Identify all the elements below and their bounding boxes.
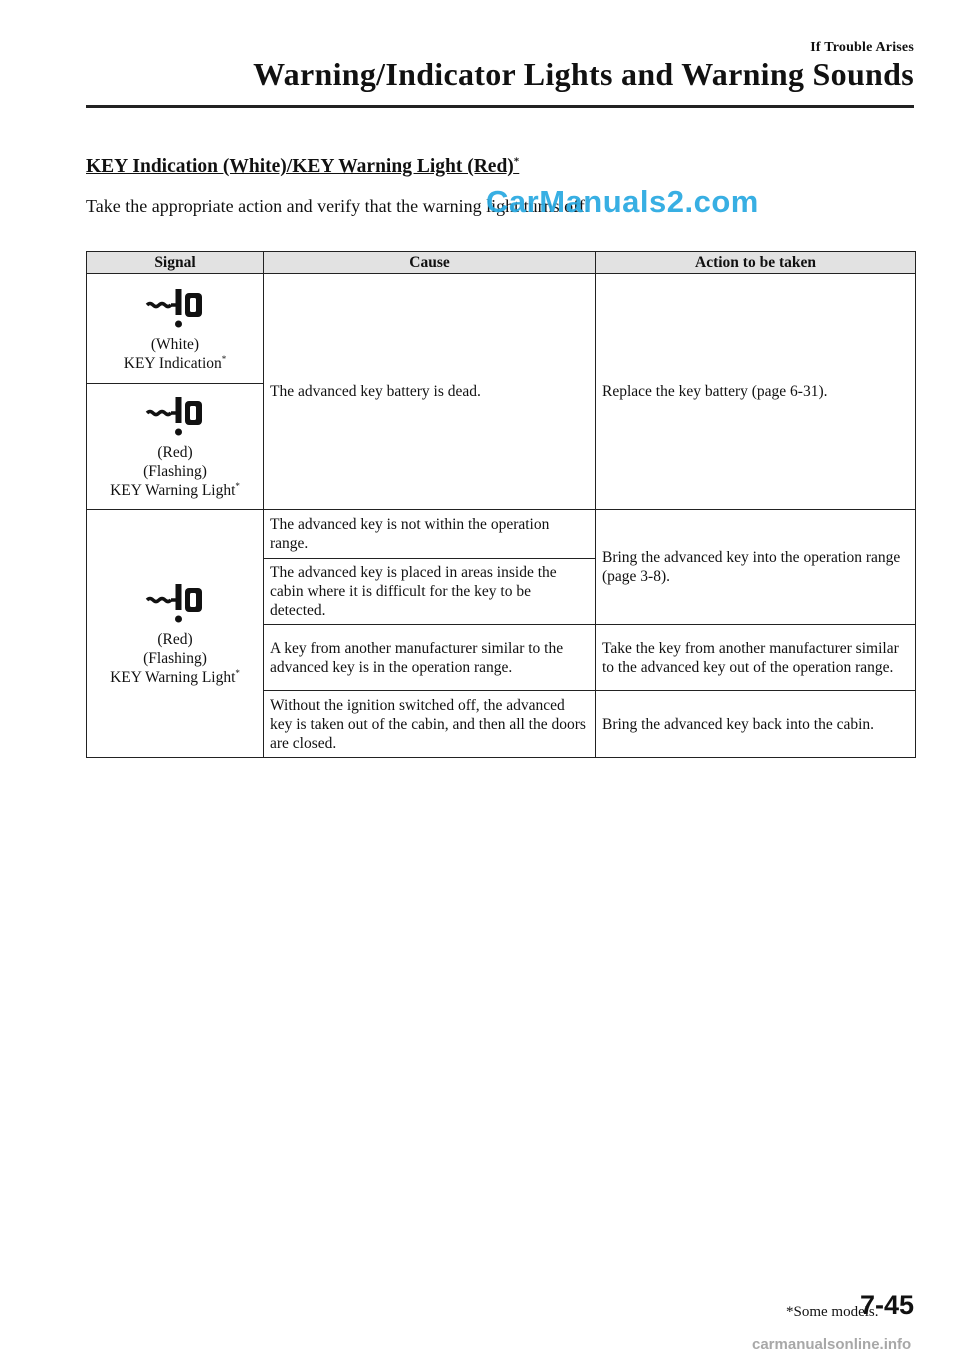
cause-cell: A key from another manufacturer similar to the advanced key is in the operation range. [264, 625, 596, 691]
intro-text: Take the appropriate action and verify that the warning light turns off. [86, 196, 590, 216]
action-cell: Bring the advanced key into the operation range (page 3-8). [596, 510, 916, 625]
label-text: KEY Warning Light [110, 669, 236, 686]
signal-color-red: (Red) [157, 444, 193, 461]
signal-label-warning [93, 481, 257, 500]
header-signal: Signal [87, 252, 264, 274]
page-title: Warning/Indicator Lights and Warning Sounds [253, 56, 914, 92]
table-row [87, 274, 916, 384]
action-cell: Bring the advanced key back into the cabin. [596, 691, 916, 758]
table-header-row [87, 252, 916, 274]
action-cell: Replace the key battery (page 6-31). [596, 274, 916, 510]
signal-cell-red-range [87, 510, 264, 758]
asterisk: * [235, 480, 240, 491]
asterisk: * [235, 667, 240, 678]
signal-cell-red [87, 384, 264, 510]
table-row [87, 510, 916, 559]
signal-color-white: (White) [150, 335, 200, 353]
cause-cell: The advanced key is not within the operation range. [264, 510, 596, 559]
subheading-text: KEY Indication (White)/KEY Warning Light (Red) [86, 156, 514, 177]
key-warning-icon [144, 580, 206, 626]
signal-flashing: (Flashing) [143, 650, 207, 667]
title-rule [86, 105, 914, 108]
site-footer: carmanualsonline.info [752, 1336, 912, 1353]
key-warning-icon [144, 393, 206, 439]
footnote: *Some models. [786, 1304, 879, 1320]
label-text: KEY Indication [123, 354, 222, 372]
subheading-asterisk: * [513, 155, 520, 168]
warning-table [86, 251, 916, 758]
signal-color-red: (Red) [157, 631, 193, 648]
asterisk: * [221, 353, 227, 364]
cause-cell: Without the ignition switched off, the advanced key is taken out of the cabin, and then all the doors are closed. [264, 691, 596, 758]
signal-cell-white [87, 274, 264, 384]
cause-cell: The advanced key battery is dead. [264, 274, 596, 510]
signal-flashing: (Flashing) [143, 463, 207, 480]
key-indicator-icon [144, 285, 206, 331]
section-label: If Trouble Arises [810, 40, 914, 55]
header-action: Action to be taken [596, 252, 916, 274]
subheading [86, 156, 519, 178]
action-cell: Take the key from another manufacturer similar to the advanced key out of the operation range. [596, 625, 916, 691]
watermark: CarManuals2.com [486, 184, 759, 219]
signal-label-indication [93, 354, 257, 373]
page-number: 7-45 [859, 1290, 914, 1320]
label-text: KEY Warning Light [110, 482, 236, 499]
cause-cell: The advanced key is placed in areas inside the cabin where it is difficult for the key to be detected. [264, 559, 596, 625]
header-cause: Cause [264, 252, 596, 274]
signal-label-warning [93, 668, 257, 687]
